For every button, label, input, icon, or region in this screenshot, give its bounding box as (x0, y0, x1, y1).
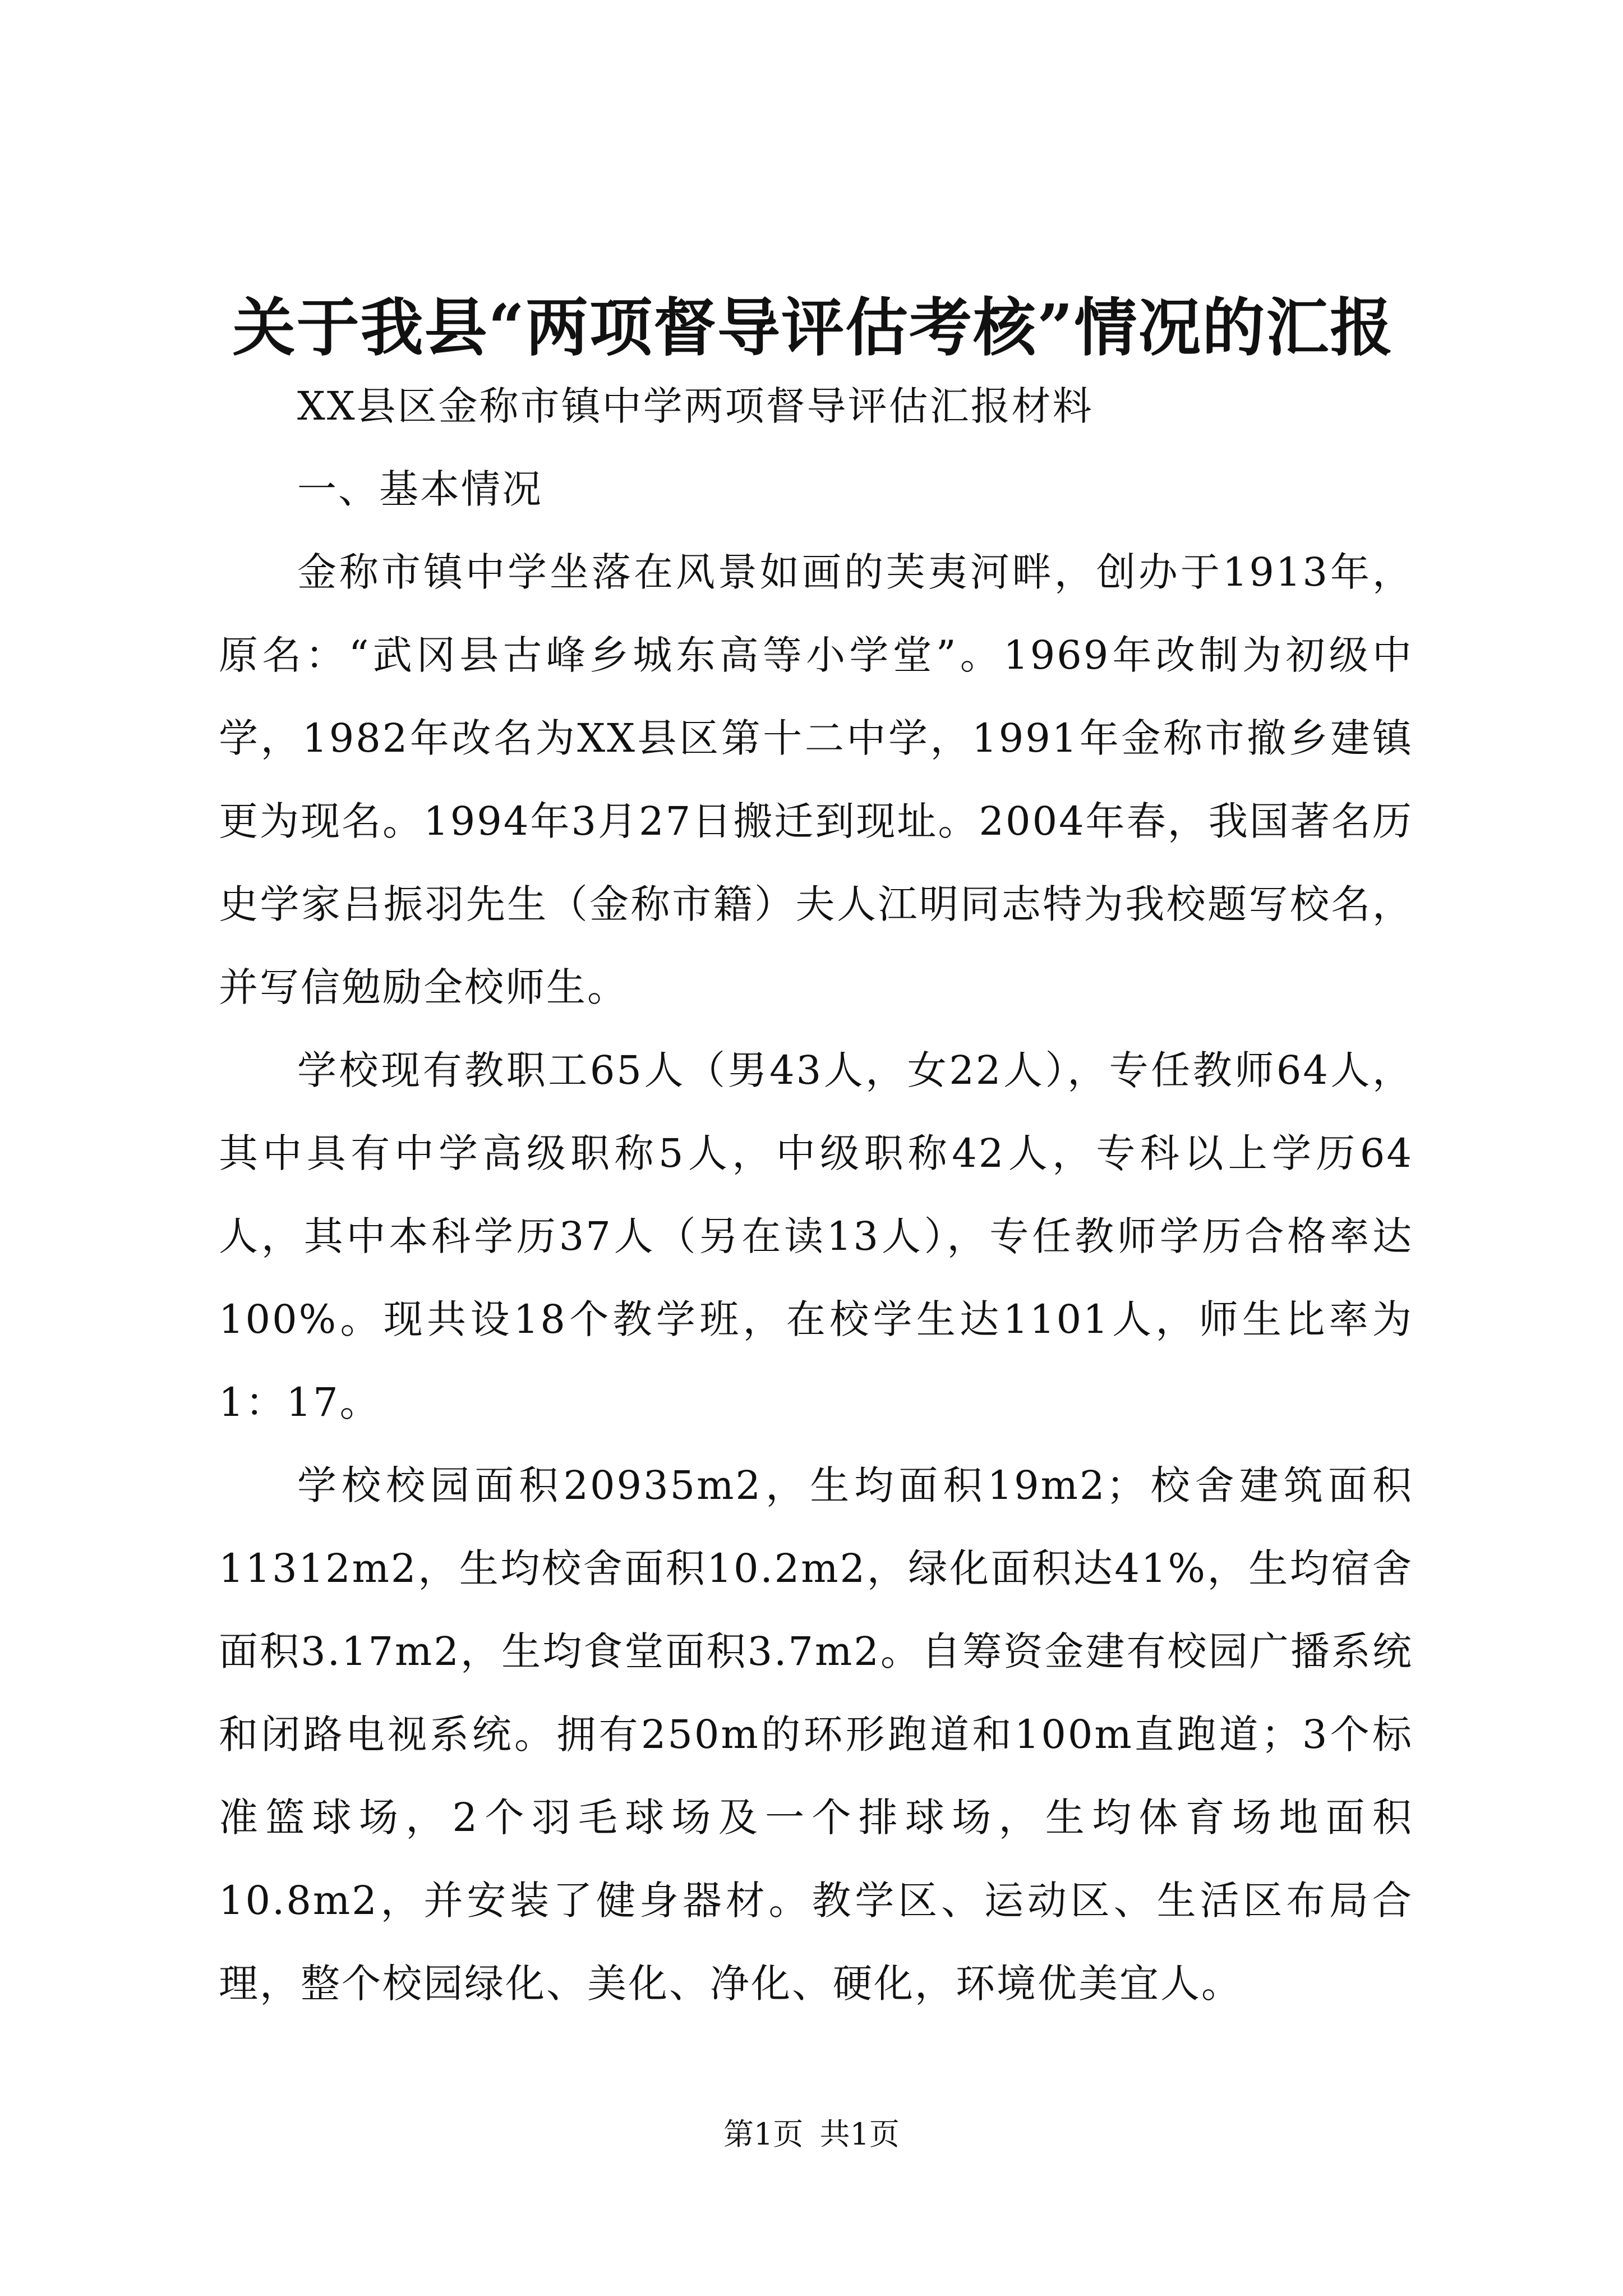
page-total: 共1页 (819, 2116, 900, 2152)
paragraph-history: 金称市镇中学坐落在风景如画的芙夷河畔，创办于1913年，原名：“武冈县古峰乡城东高等小学堂”。1969年改制为初级中学，1982年改名为XX县区第十二中学，1991年金称市撤乡建镇更为现名。1994年3月27日搬迁到现址。2004年春，我国著名历史学家吕振羽先生（金称市籍）夫人江明同志特为我校题写校名，并写信勉励全校师生。 (219, 549, 1413, 1010)
section-heading: 一、基本情况 (297, 466, 543, 512)
page-number: 第1页 (723, 2116, 804, 2152)
subtitle-line: XX县区金称市镇中学两项督导评估汇报材料 (297, 383, 1094, 429)
paragraph-facilities: 学校校园面积20935m2，生均面积19m2；校舍建筑面积11312m2，生均校舍面积10.2m2，绿化面积达41%，生均宿舍面积3.17m2，生均食堂面积3.7m2。自筹资金建有校园广播系统和闭路电视系统。拥有250m的环形跑道和100m直跑道；3个标准篮球场，2个羽毛球场及一个排球场，生均体育场地面积10.8m2，并安装了健身器材。教学区、运动区、生活区布局合理，整个校园绿化、美化、净化、硬化，环境优美宜人。 (219, 1462, 1413, 2007)
page-footer (0, 2115, 1623, 2154)
paragraph-staff: 学校现有教职工65人（男43人，女22人），专任教师64人，其中具有中学高级职称5人，中级职称42人，专科以上学历64人，其中本科学历37人（另在读13人），专任教师学历合格率达100%。现共设18个教学班，在校学生达1101人，师生比率为1：17。 (219, 1047, 1413, 1425)
document-title: 关于我县“两项督导评估考核”情况的汇报 (232, 291, 1394, 365)
document-body (219, 365, 1413, 2025)
